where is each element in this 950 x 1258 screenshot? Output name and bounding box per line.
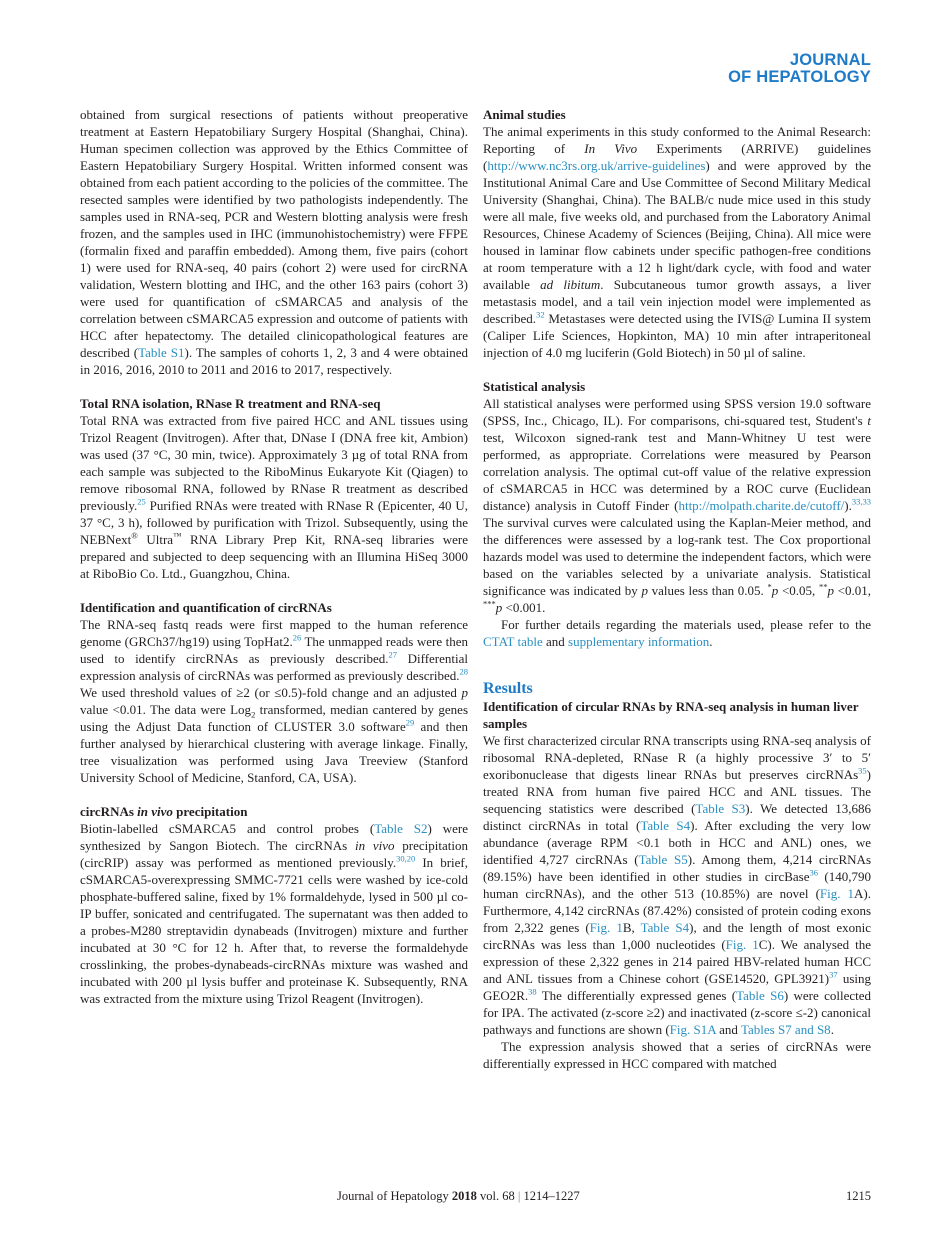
citation-ref[interactable]: 29 <box>405 717 415 728</box>
link[interactable]: http://molpath.charite.de/cutoff/ <box>678 498 845 513</box>
text-run: <0.05, <box>778 583 819 598</box>
subsection-heading: Identification of circular RNAs by RNA-seq analysis in human liver samples <box>483 699 859 731</box>
link[interactable]: Table S1 <box>138 345 185 360</box>
right-column <box>483 106 871 1072</box>
italic-text: ad libitum <box>540 277 601 292</box>
link[interactable]: http://www.nc3rs.org.uk/arrive-guidelines <box>487 158 706 173</box>
link[interactable]: Table S4 <box>640 818 691 833</box>
footer-citation <box>337 1189 580 1204</box>
link[interactable]: Fig. 1 <box>589 920 623 935</box>
text-run: The expression analysis showed that a series of circRNAs were differentially expressed in HCC compared with matched <box>483 1039 871 1071</box>
paragraph <box>483 123 871 361</box>
paragraph <box>483 616 871 650</box>
paragraph <box>80 106 468 378</box>
section-results <box>483 680 871 1072</box>
text-run: using GEO2R. <box>483 971 872 1003</box>
superscript: ® <box>131 530 138 541</box>
link[interactable]: Table S6 <box>736 988 784 1003</box>
section-circrip <box>80 803 468 1007</box>
journal-logo <box>728 52 871 86</box>
italic-text: p <box>461 685 468 700</box>
text-run: Purified RNAs were treated with RNase R (Epicenter, 40 U, 37 °C, 3 h), followed by purification with Trizol. Subsequently, using the NEBNext <box>80 498 468 547</box>
citation-ref[interactable]: 33,33 <box>851 496 871 507</box>
text-run: ). The samples of cohorts 1, 2, 3 and 4 were obtained in 2016, 2016, 2010 to 2011 and 2016 to 2017, respectively. <box>80 345 468 377</box>
text-run: Experiments (ARRIVE) guidelines ( <box>483 141 872 173</box>
section-heading: Identification and quantification of circRNAs <box>80 600 332 615</box>
link[interactable]: supplementary information <box>568 634 710 649</box>
text-run: In brief, cSMARCA5-overexpressing SMMC-7721 cells were washed by ice-cold phosphate-buffered saline, fixed by 1% formaldehyde, lysed in 500 µl co-IP buffer, sonicated and centrifugated. The supernatant was then added to a probes-M280 streptavidin dynabeads (Invitrogen) mixture and further incubated at 30 °C for 12 h. After that, to reverse the formaldehyde crosslinking, the probes-dynabeads-circRNAs mixture was washed and incubated with 200 µl lysis buffer and proteinase K. Subsequently, RNA was extracted from the mixture using Trizol Reagent (Invitrogen). <box>80 855 468 1006</box>
text-run: ) were synthesized by Sangon Biotech. The circRNAs <box>80 821 468 853</box>
footer-volume: vol. 68 <box>476 1189 518 1203</box>
journal-logo-line2: OF HEPATOLOGY <box>728 68 871 86</box>
subscript: 2 <box>251 709 256 720</box>
citation-ref[interactable]: 35 <box>858 765 867 776</box>
link[interactable]: Fig. 1 <box>725 937 759 952</box>
section-heading: Animal studies <box>483 107 566 122</box>
text-run: and <box>715 1022 741 1037</box>
link[interactable]: Table S2 <box>374 821 428 836</box>
text-run: Ultra <box>137 532 174 547</box>
text-run: <0.001. <box>502 600 546 615</box>
italic-text: p <box>771 583 779 598</box>
left-column <box>80 106 468 1024</box>
footer-separator: | <box>517 1189 521 1203</box>
text-run: B, <box>622 920 641 935</box>
text-run: test, Wilcoxon signed-rank test and Mann-Whitney U test were performed, as appropriate. Correlations were measured by Pearson correlation analysis. The optimal cut-off value of the relative expression of cSMARCA5 in HCC was determined by a ROC curve (Euclidean distance) analysis in Cutoff Finder ( <box>483 430 871 513</box>
superscript: *** <box>483 598 496 609</box>
text-run: precipitation <box>172 804 248 819</box>
text-run: RNA Library Prep Kit, RNA-seq libraries were prepared and subjected to deep sequencing with an Illumina HiSeq 3000 at RiboBio Co. Ltd., Guangzhou, China. <box>80 532 469 581</box>
italic-text: In Vivo <box>584 141 638 156</box>
text-run: and <box>542 634 569 649</box>
superscript: ** <box>818 581 828 592</box>
text-run: ), and the length of most exonic circRNAs was less than 1,000 nucleotides ( <box>483 920 872 952</box>
citation-ref[interactable]: 38 <box>528 986 537 997</box>
text-run: (140,790 human circRNAs), and the other 513 (10.85%) are novel ( <box>483 869 871 901</box>
link[interactable]: CTAT table <box>483 634 543 649</box>
citation-ref[interactable]: 25 <box>137 496 146 507</box>
text-run: ). After excluding the very low abundance (average RPM <0.1 both in HCC and ANL) ones, we identified 4,727 circRNAs ( <box>483 818 872 867</box>
section-animal-studies <box>483 106 871 361</box>
section-heading: Statistical analysis <box>483 379 586 394</box>
paragraph <box>483 1038 871 1072</box>
text-run: ). We detected 13,686 distinct circRNAs in total ( <box>483 801 871 833</box>
paragraph <box>483 732 871 1038</box>
text-run: ). Among them, 4,214 circRNAs (89.15%) have been identified in other studies in circBase <box>483 852 871 884</box>
text-run: Total RNA was extracted from five paired HCC and ANL tissues using Trizol Reagent (Invitrogen). After that, DNase I (DNA free kit, Ambion) was used (37 °C, 30 min, twice). Approximately 3 µg of total RNA from each sample was subjected to the RiboMinus Eukaryote Kit (Qiagen) to remove ribosomal RNA, followed by RNase R treatment as described previously. <box>80 413 468 513</box>
text-run: ) were collected for IPA. The activated (z-score ≥2) and inactivated (z-score ≤-2) canonical pathways and functions are shown ( <box>483 988 871 1037</box>
section-identification <box>80 599 468 786</box>
footer-pages: 1214–1227 <box>520 1189 580 1203</box>
section-rna-isolation <box>80 395 468 582</box>
text-run: The animal experiments in this study conformed to the Animal Research: Reporting of <box>483 124 871 156</box>
citation-ref[interactable]: 30,20 <box>396 853 416 864</box>
page-number: 1215 <box>846 1189 871 1203</box>
text-run: transformed, median cantered by genes using the Adjust Data function of CLUSTER 3.0 software <box>80 702 468 734</box>
footer-journal: Journal of Hepatology <box>337 1189 452 1203</box>
text-run: The unmapped reads were then used to identify circRNAs as previously described. <box>80 634 468 666</box>
section-heading: Total RNA isolation, RNase R treatment and RNA-seq <box>80 396 381 411</box>
superscript: * <box>767 581 772 592</box>
journal-logo-line1: JOURNAL <box>789 51 871 69</box>
citation-ref[interactable]: 26 <box>292 632 302 643</box>
footer-year: 2018 <box>451 1189 477 1203</box>
text-run: For further details regarding the materials used, please refer to the <box>501 617 871 632</box>
text-run: The differentially expressed genes ( <box>536 988 737 1003</box>
link[interactable]: Table S3 <box>695 801 746 816</box>
text-run: and then further analysed by hierarchical clustering with average linkage. Finally, tree visualization was performed using Java Treeview (Stanford University School of Medicine, Stanford, CA, USA). <box>80 719 468 785</box>
section-statistics <box>483 378 871 650</box>
section-patients <box>80 106 468 378</box>
text-run: A). Furthermore, 4,142 circRNAs (87.42%) consisted of protein coding exons from 2,322 genes ( <box>483 886 871 935</box>
paragraph <box>80 412 468 582</box>
section-heading <box>80 803 468 820</box>
link[interactable]: Table S4 <box>640 920 690 935</box>
citation-ref[interactable]: 37 <box>829 969 838 980</box>
text-run: We first characterized circular RNA transcripts using RNA-seq analysis of ribosomal RNA-depleted, RNase R (a highly processive 3′ to 5′ exoribonuclease that digests linear RNAs but preserves circRNAs <box>483 733 871 782</box>
paragraph <box>483 395 871 616</box>
italic-text: in vivo <box>354 838 395 853</box>
text-run: Differential expression analysis of circRNAs was performed as previously described. <box>80 651 468 683</box>
text-run: We used threshold values of ≥2 (or ≤0.5)-fold change and an adjusted <box>80 685 462 700</box>
italic-text: in vivo <box>137 804 173 819</box>
italic-text: p <box>827 583 834 598</box>
paragraph <box>80 820 468 1007</box>
citation-ref[interactable]: 36 <box>809 867 819 878</box>
text-run: ) treated RNA from human five paired HCC and ANL tissues. The sequencing statistics were described ( <box>483 767 871 816</box>
link[interactable]: Fig. 1 <box>819 886 855 901</box>
citation-ref[interactable]: 27 <box>388 649 398 660</box>
text-run: <0.01, <box>833 583 871 598</box>
text-run: ) and were approved by the Institutional Animal Care and Use Committee of Second Military Medical University (Shanghai, China). The BALB/c nude mice used in this study were all male, five weeks old, and purchased from the Laboratory Animal Resources, Chinese Academy of Sciences (Beijing, China). All mice were housed in laminar flow cabinets under specific pathogen-free conditions at room temperature with a 12 h light/dark cycle, with food and water available <box>483 158 871 292</box>
text-run: values less than 0.05. <box>647 583 768 598</box>
text-run: ). <box>844 498 852 513</box>
text-run: . <box>830 1022 834 1037</box>
text-run: Metastases were detected using the IVIS@ Lumina II system (Caliper Life Sciences, Hopkinton, MA) 10 min after intraperitoneal injection of 4.0 mg luciferin (Gold Biotech) in 50 µl of saline. <box>483 311 871 360</box>
citation-ref[interactable]: 32 <box>536 309 545 320</box>
text-run: obtained from surgical resections of patients without preoperative treatment at Eastern Hepatobiliary Surgery Hospital (Shanghai, China). Human specimen collection was approved by the Ethics Committee of Eastern Hepatobiliary Surgery Hospital. Written informed consent was obtained from each patient according to the policies of the committee. The resected samples were identified by two pathologists independently. The samples used in RNA-seq, PCR and Western blotting analysis were fresh frozen, and the samples used in IHC (immunohistochemistry) were FFPE (formalin fixed and paraffin embedded). Among them, five pairs (cohort 1) were used for RNA-seq, 40 pairs (cohort 2) were used for circRNA validation, Western blotting and IHC, and the other 163 pairs (cohort 3) were used for quantification of cSMARCA5 and analysis of the correlation between cSMARCA5 expression and outcome of patients with HCC after hepatectomy. The detailed clinicopathological features are described ( <box>80 107 468 360</box>
link[interactable]: Tables S7 and S8 <box>740 1022 831 1037</box>
italic-text: t <box>867 413 871 428</box>
link[interactable]: Table S5 <box>638 852 688 867</box>
paragraph <box>80 616 468 786</box>
text-run: Biotin-labelled cSMARCA5 and control probes ( <box>80 821 375 836</box>
text-run: . <box>709 634 713 649</box>
text-run: value <0.01. The data were Log <box>80 702 252 717</box>
citation-ref[interactable]: 28 <box>459 666 468 677</box>
results-heading: Results <box>483 680 533 697</box>
text-run: The survival curves were calculated using the Kaplan-Meier method, and the differences were assessed by a log-rank test. The Cox proportional hazards model was used to determine the independent factors, which were based on the variables selected by a univariate analysis. Statistical significance was indicated by <box>483 515 871 598</box>
text-run: All statistical analyses were performed using SPSS version 19.0 software (SPSS, Inc., Chicago, IL). For comparisons, chi-squared test, Student's <box>483 396 871 428</box>
text-run: . Subcutaneous tumor growth assays, a liver metastasis model, and a tail vein injection model were implemented as described. <box>483 277 872 326</box>
text-run: precipitation (circRIP) assay was performed as mentioned previously. <box>80 838 468 870</box>
italic-text: p <box>641 583 648 598</box>
superscript: ™ <box>173 530 182 541</box>
link[interactable]: Fig. S1A <box>669 1022 716 1037</box>
text-run: The RNA-seq fastq reads were first mapped to the human reference genome (GRCh37/hg19) using TopHat2. <box>80 617 468 649</box>
text-run: C). We analysed the expression of these 2,322 genes in 214 paired HBV-related human HCC and ANL tissues from a Chinese cohort (GSE14520, GPL3921) <box>483 937 871 986</box>
italic-text: p <box>495 600 503 615</box>
text-run: circRNAs <box>80 804 138 819</box>
